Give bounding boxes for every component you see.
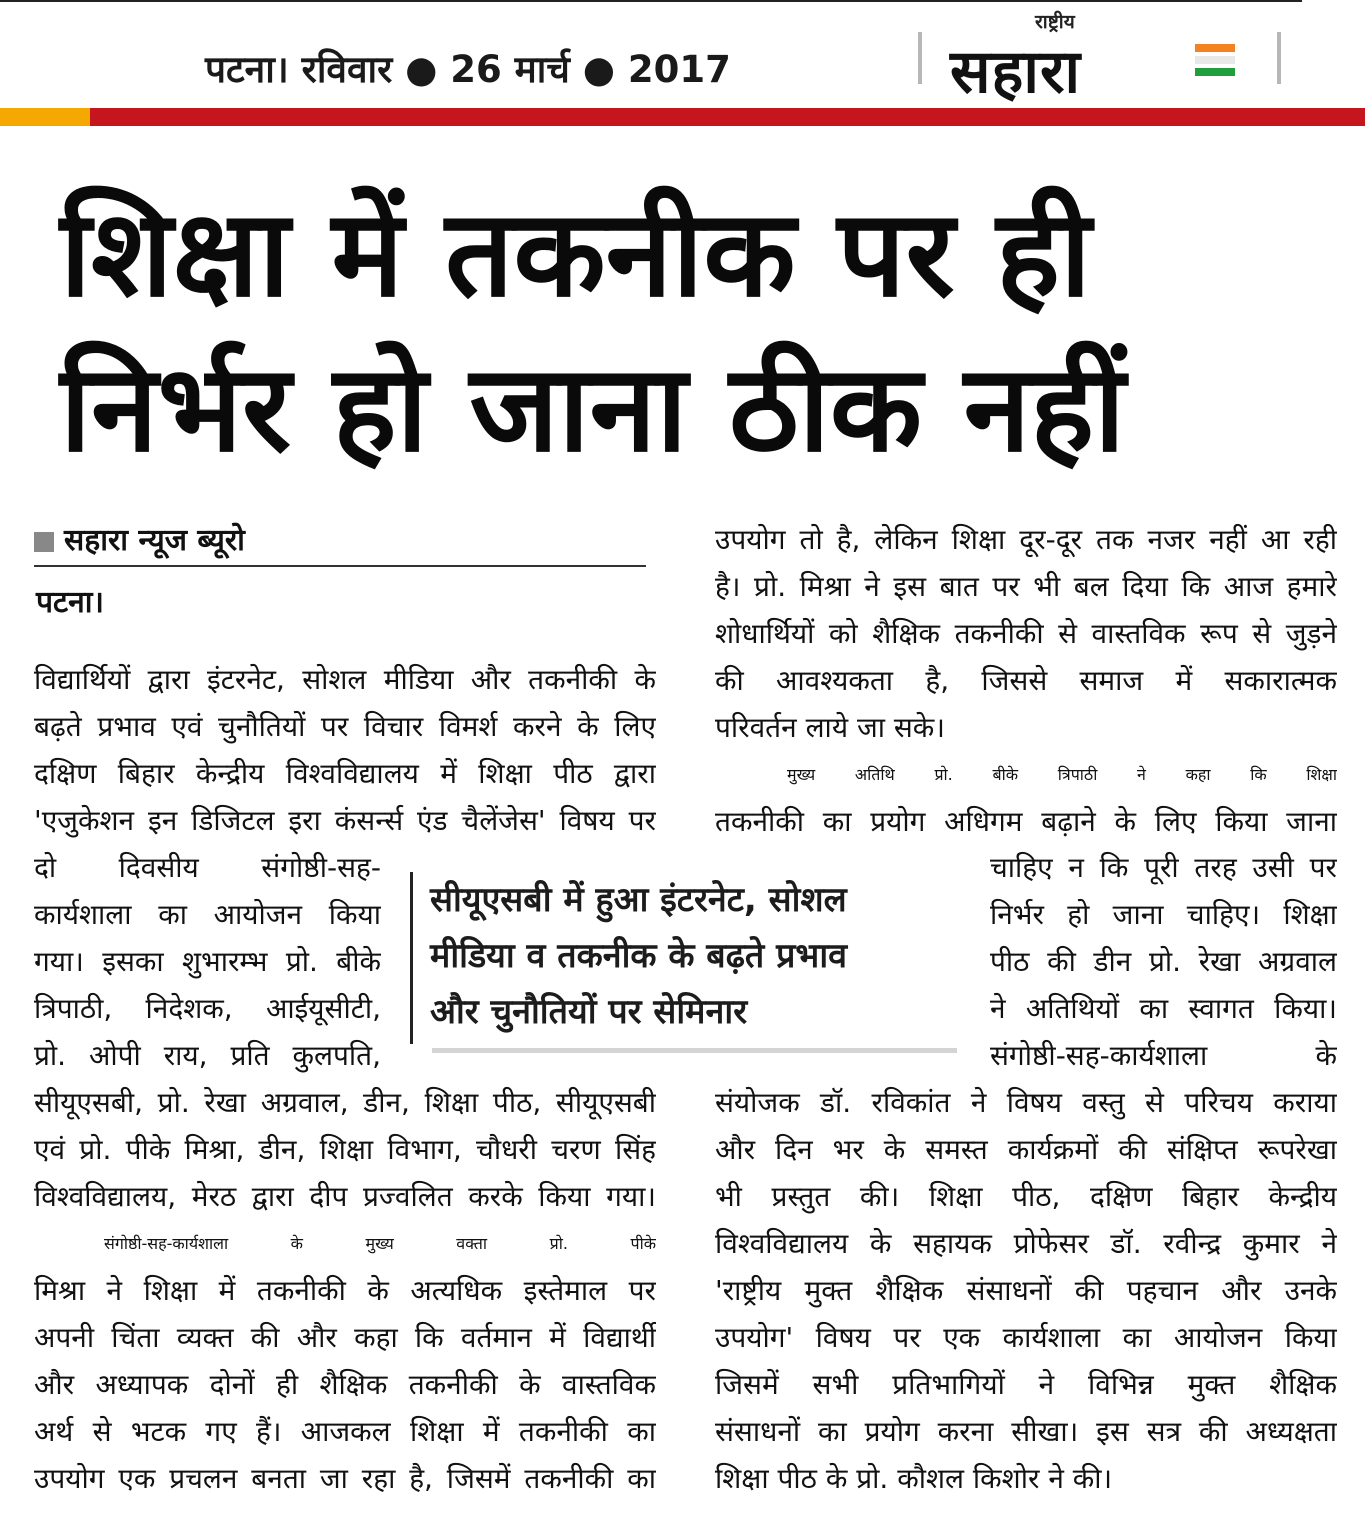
body-line: परिवर्तन लाये जा सके। bbox=[715, 711, 945, 744]
body-line: और अध्यापक दोनों ही शैक्षिक तकनीकी के वास्तविक bbox=[34, 1368, 656, 1401]
body-line: अपनी चिंता व्यक्त की और कहा कि वर्तमान में विद्यार्थी bbox=[34, 1321, 656, 1354]
body-line: उपयोग तो है, लेकिन शिक्षा दूर-दूर तक नजर नहीं आ रही bbox=[715, 523, 1337, 556]
right-column-top bbox=[715, 516, 1337, 845]
flag-stripe-green bbox=[1195, 68, 1235, 76]
masthead-logo-text: सहारा bbox=[950, 37, 1082, 107]
body-line: शिक्षा पीठ के प्रो. कौशल किशोर ने की। bbox=[715, 1462, 1113, 1495]
color-band-orange bbox=[0, 108, 90, 126]
place-line: पटना। bbox=[36, 585, 104, 620]
body-line: और दिन भर के समस्त कार्यक्रमों की संक्षिप्त रूपरेखा bbox=[715, 1133, 1337, 1166]
body-line: एवं प्रो. पीके मिश्रा, डीन, शिक्षा विभाग, चौधरी चरण सिंह bbox=[34, 1133, 656, 1166]
body-line: निर्भर हो जाना चाहिए। शिक्षा bbox=[990, 898, 1337, 931]
body-line: विश्वविद्यालय के सहायक प्रोफेसर डॉ. रवीन्द्र कुमार ने bbox=[715, 1227, 1337, 1260]
left-column-narrow bbox=[34, 844, 381, 1079]
body-line: उपयोग' विषय पर एक कार्यशाला का आयोजन किया bbox=[715, 1321, 1337, 1354]
pullquote-line-3: और चुनौतियों पर सेमिनार bbox=[430, 992, 748, 1032]
masthead-divider-left bbox=[918, 32, 922, 84]
body-line: तकनीकी का प्रयोग अधिगम बढ़ाने के लिए किया जाना bbox=[715, 805, 1337, 838]
pullquote-rule bbox=[432, 1048, 957, 1053]
body-line: संगोष्ठी-सह-कार्यशाला के bbox=[990, 1039, 1337, 1072]
body-line: प्रो. ओपी राय, प्रति कुलपति, bbox=[34, 1039, 381, 1072]
pullquote-bar bbox=[410, 872, 413, 1044]
right-column-narrow bbox=[990, 844, 1337, 1079]
body-line: त्रिपाठी, निदेशक, आईयूसीटी, bbox=[34, 992, 381, 1025]
left-column-bottom bbox=[34, 1079, 656, 1502]
body-line: शोधार्थियों को शैक्षिक तकनीकी से वास्तविक रूप से जुड़ने bbox=[715, 617, 1337, 650]
body-line: उपयोग एक प्रचलन बनता जा रहा है, जिसमें तकनीकी का bbox=[34, 1462, 656, 1495]
body-line: बढ़ते प्रभाव एवं चुनौतियों पर विचार विमर्श करने के लिए bbox=[34, 710, 656, 743]
body-line: अर्थ से भटक गए हैं। आजकल शिक्षा में तकनीकी का bbox=[34, 1415, 656, 1448]
top-rule bbox=[0, 0, 1302, 2]
byline-bullet-icon bbox=[34, 532, 54, 552]
masthead-subtitle: राष्ट्रीय bbox=[1035, 11, 1075, 33]
body-line: दक्षिण बिहार केन्द्रीय विश्वविद्यालय में शिक्षा पीठ द्वारा bbox=[34, 757, 656, 790]
body-line: है। प्रो. मिश्रा ने इस बात पर भी बल दिया कि आज हमारे bbox=[715, 570, 1337, 603]
body-line: विद्यार्थियों द्वारा इंटरनेट, सोशल मीडिया और तकनीकी के bbox=[34, 663, 656, 696]
body-line: जिसमें सभी प्रतिभागियों ने विभिन्न मुक्त शैक्षिक bbox=[715, 1368, 1337, 1401]
body-line: 'राष्ट्रीय मुक्त शैक्षिक संसाधनों की पहचान और उनके bbox=[715, 1274, 1337, 1307]
body-line: ने अतिथियों का स्वागत किया। bbox=[990, 992, 1337, 1025]
color-band-red bbox=[90, 108, 1365, 126]
body-line: कार्यशाला का आयोजन किया bbox=[34, 898, 381, 931]
body-line: विश्वविद्यालय, मेरठ द्वारा दीप प्रज्वलित करके किया गया। bbox=[34, 1180, 656, 1213]
body-line: पीठ की डीन प्रो. रेखा अग्रवाल bbox=[990, 945, 1337, 978]
pullquote-line-1: सीयूएसबी में हुआ इंटरनेट, सोशल bbox=[430, 880, 847, 920]
body-line: दो दिवसीय संगोष्ठी-सह- bbox=[34, 851, 381, 884]
body-line: की आवश्यकता है, जिससे समाज में सकारात्मक bbox=[715, 664, 1337, 697]
byline-rule bbox=[34, 565, 646, 567]
right-column-bottom bbox=[715, 1079, 1337, 1502]
body-line: संसाधनों का प्रयोग करना सीखा। इस सत्र की अध्यक्षता bbox=[715, 1415, 1337, 1448]
flag-stripe-white bbox=[1195, 56, 1235, 64]
body-line: संगोष्ठी-सह-कार्यशाला के मुख्य वक्ता प्रो. पीके bbox=[104, 1234, 656, 1253]
left-column-top bbox=[34, 656, 656, 844]
body-line: 'एजुकेशन इन डिजिटल इरा कंसर्न्स एंड चैलेंजेस' विषय पर bbox=[34, 804, 656, 837]
body-line: संयोजक डॉ. रविकांत ने विषय वस्तु से परिचय कराया bbox=[715, 1086, 1337, 1119]
body-line: गया। इसका शुभारम्भ प्रो. बीके bbox=[34, 945, 381, 978]
masthead-divider-right bbox=[1277, 32, 1281, 84]
headline-line-2: निर्भर हो जाना ठीक नहीं bbox=[60, 340, 1126, 479]
body-line: चाहिए न कि पूरी तरह उसी पर bbox=[990, 851, 1337, 884]
headline-line-1: शिक्षा में तकनीक पर ही bbox=[60, 185, 1092, 324]
body-line: मिश्रा ने शिक्षा में तकनीकी के अत्यधिक इस्तेमाल पर bbox=[34, 1274, 656, 1307]
body-line: सीयूएसबी, प्रो. रेखा अग्रवाल, डीन, शिक्षा पीठ, सीयूएसबी bbox=[34, 1086, 656, 1119]
body-line: मुख्य अतिथि प्रो. बीके त्रिपाठी ने कहा कि शिक्षा bbox=[787, 765, 1337, 784]
byline-text: सहारा न्यूज ब्यूरो bbox=[64, 523, 245, 558]
byline bbox=[34, 518, 245, 559]
flag-stripe-saffron bbox=[1195, 44, 1235, 52]
dateline: पटना। रविवार ● 26 मार्च ● 2017 bbox=[205, 48, 731, 91]
pullquote-line-2: मीडिया व तकनीक के बढ़ते प्रभाव bbox=[430, 936, 848, 976]
body-line: भी प्रस्तुत की। शिक्षा पीठ, दक्षिण बिहार केन्द्रीय bbox=[715, 1180, 1337, 1213]
